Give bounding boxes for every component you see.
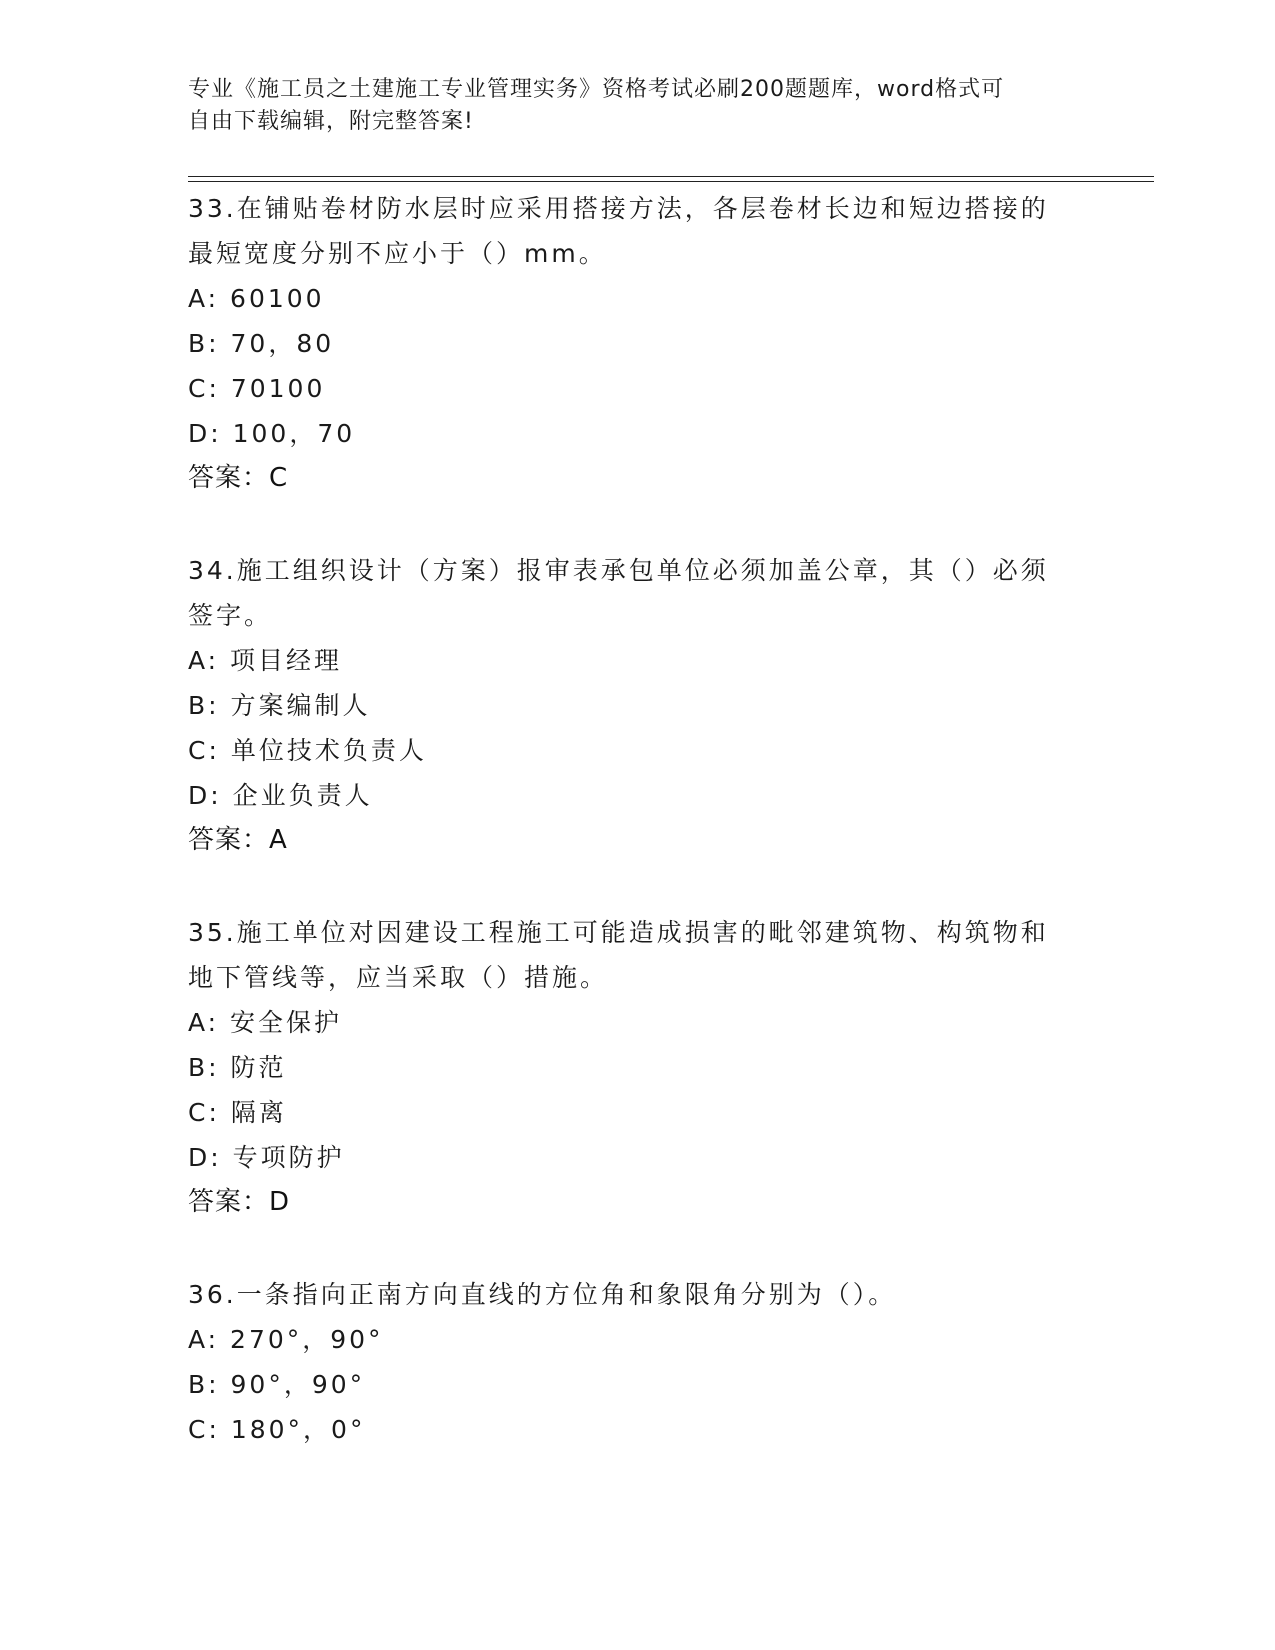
header-divider-top: [188, 176, 1154, 177]
question-36: [188, 1272, 1078, 1452]
document-header: [188, 74, 1088, 138]
question-stem-line: 签字。: [188, 601, 273, 630]
answer: 答案：A: [188, 825, 288, 855]
question-stem-line: 34.施工组织设计（方案）报审表承包单位必须加盖公章，其（）必须: [188, 556, 1049, 585]
question-stem-line: 36.一条指向正南方向直线的方位角和象限角分别为（）。: [188, 1280, 897, 1309]
answer: 答案：D: [188, 1187, 291, 1217]
option-a: A: 60100: [188, 284, 325, 313]
option-b: B: 方案编制人: [188, 691, 371, 720]
option-b: B: 防范: [188, 1053, 287, 1082]
header-divider-bottom: [188, 181, 1154, 182]
question-35: [188, 910, 1078, 1225]
option-c: C: 隔离: [188, 1098, 287, 1127]
option-d: D: 企业负责人: [188, 781, 373, 810]
option-a: A: 安全保护: [188, 1008, 343, 1037]
option-b: B: 90°，90°: [188, 1370, 366, 1399]
option-b: B: 70，80: [188, 329, 335, 358]
header-line-2: 自由下载编辑，附完整答案!: [188, 109, 474, 134]
question-34: [188, 548, 1078, 863]
question-stem-line: 33.在铺贴卷材防水层时应采用搭接方法，各层卷材长边和短边搭接的: [188, 194, 1049, 223]
option-c: C: 单位技术负责人: [188, 736, 427, 765]
question-stem-line: 35.施工单位对因建设工程施工可能造成损害的毗邻建筑物、构筑物和: [188, 918, 1049, 947]
option-a: A: 270°，90°: [188, 1325, 384, 1354]
option-c: C: 70100: [188, 374, 326, 403]
option-d: D: 专项防护: [188, 1143, 345, 1172]
question-33: [188, 186, 1078, 501]
question-stem-line: 地下管线等，应当采取（）措施。: [188, 963, 609, 992]
option-d: D: 100，70: [188, 419, 356, 448]
option-a: A: 项目经理: [188, 646, 343, 675]
option-c: C: 180°，0°: [188, 1415, 366, 1444]
answer: 答案：C: [188, 463, 289, 493]
header-line-1: 专业《施工员之土建施工专业管理实务》资格考试必刷200题题库，word格式可: [188, 77, 1005, 102]
question-stem-line: 最短宽度分别不应小于（）mm。: [188, 239, 607, 268]
